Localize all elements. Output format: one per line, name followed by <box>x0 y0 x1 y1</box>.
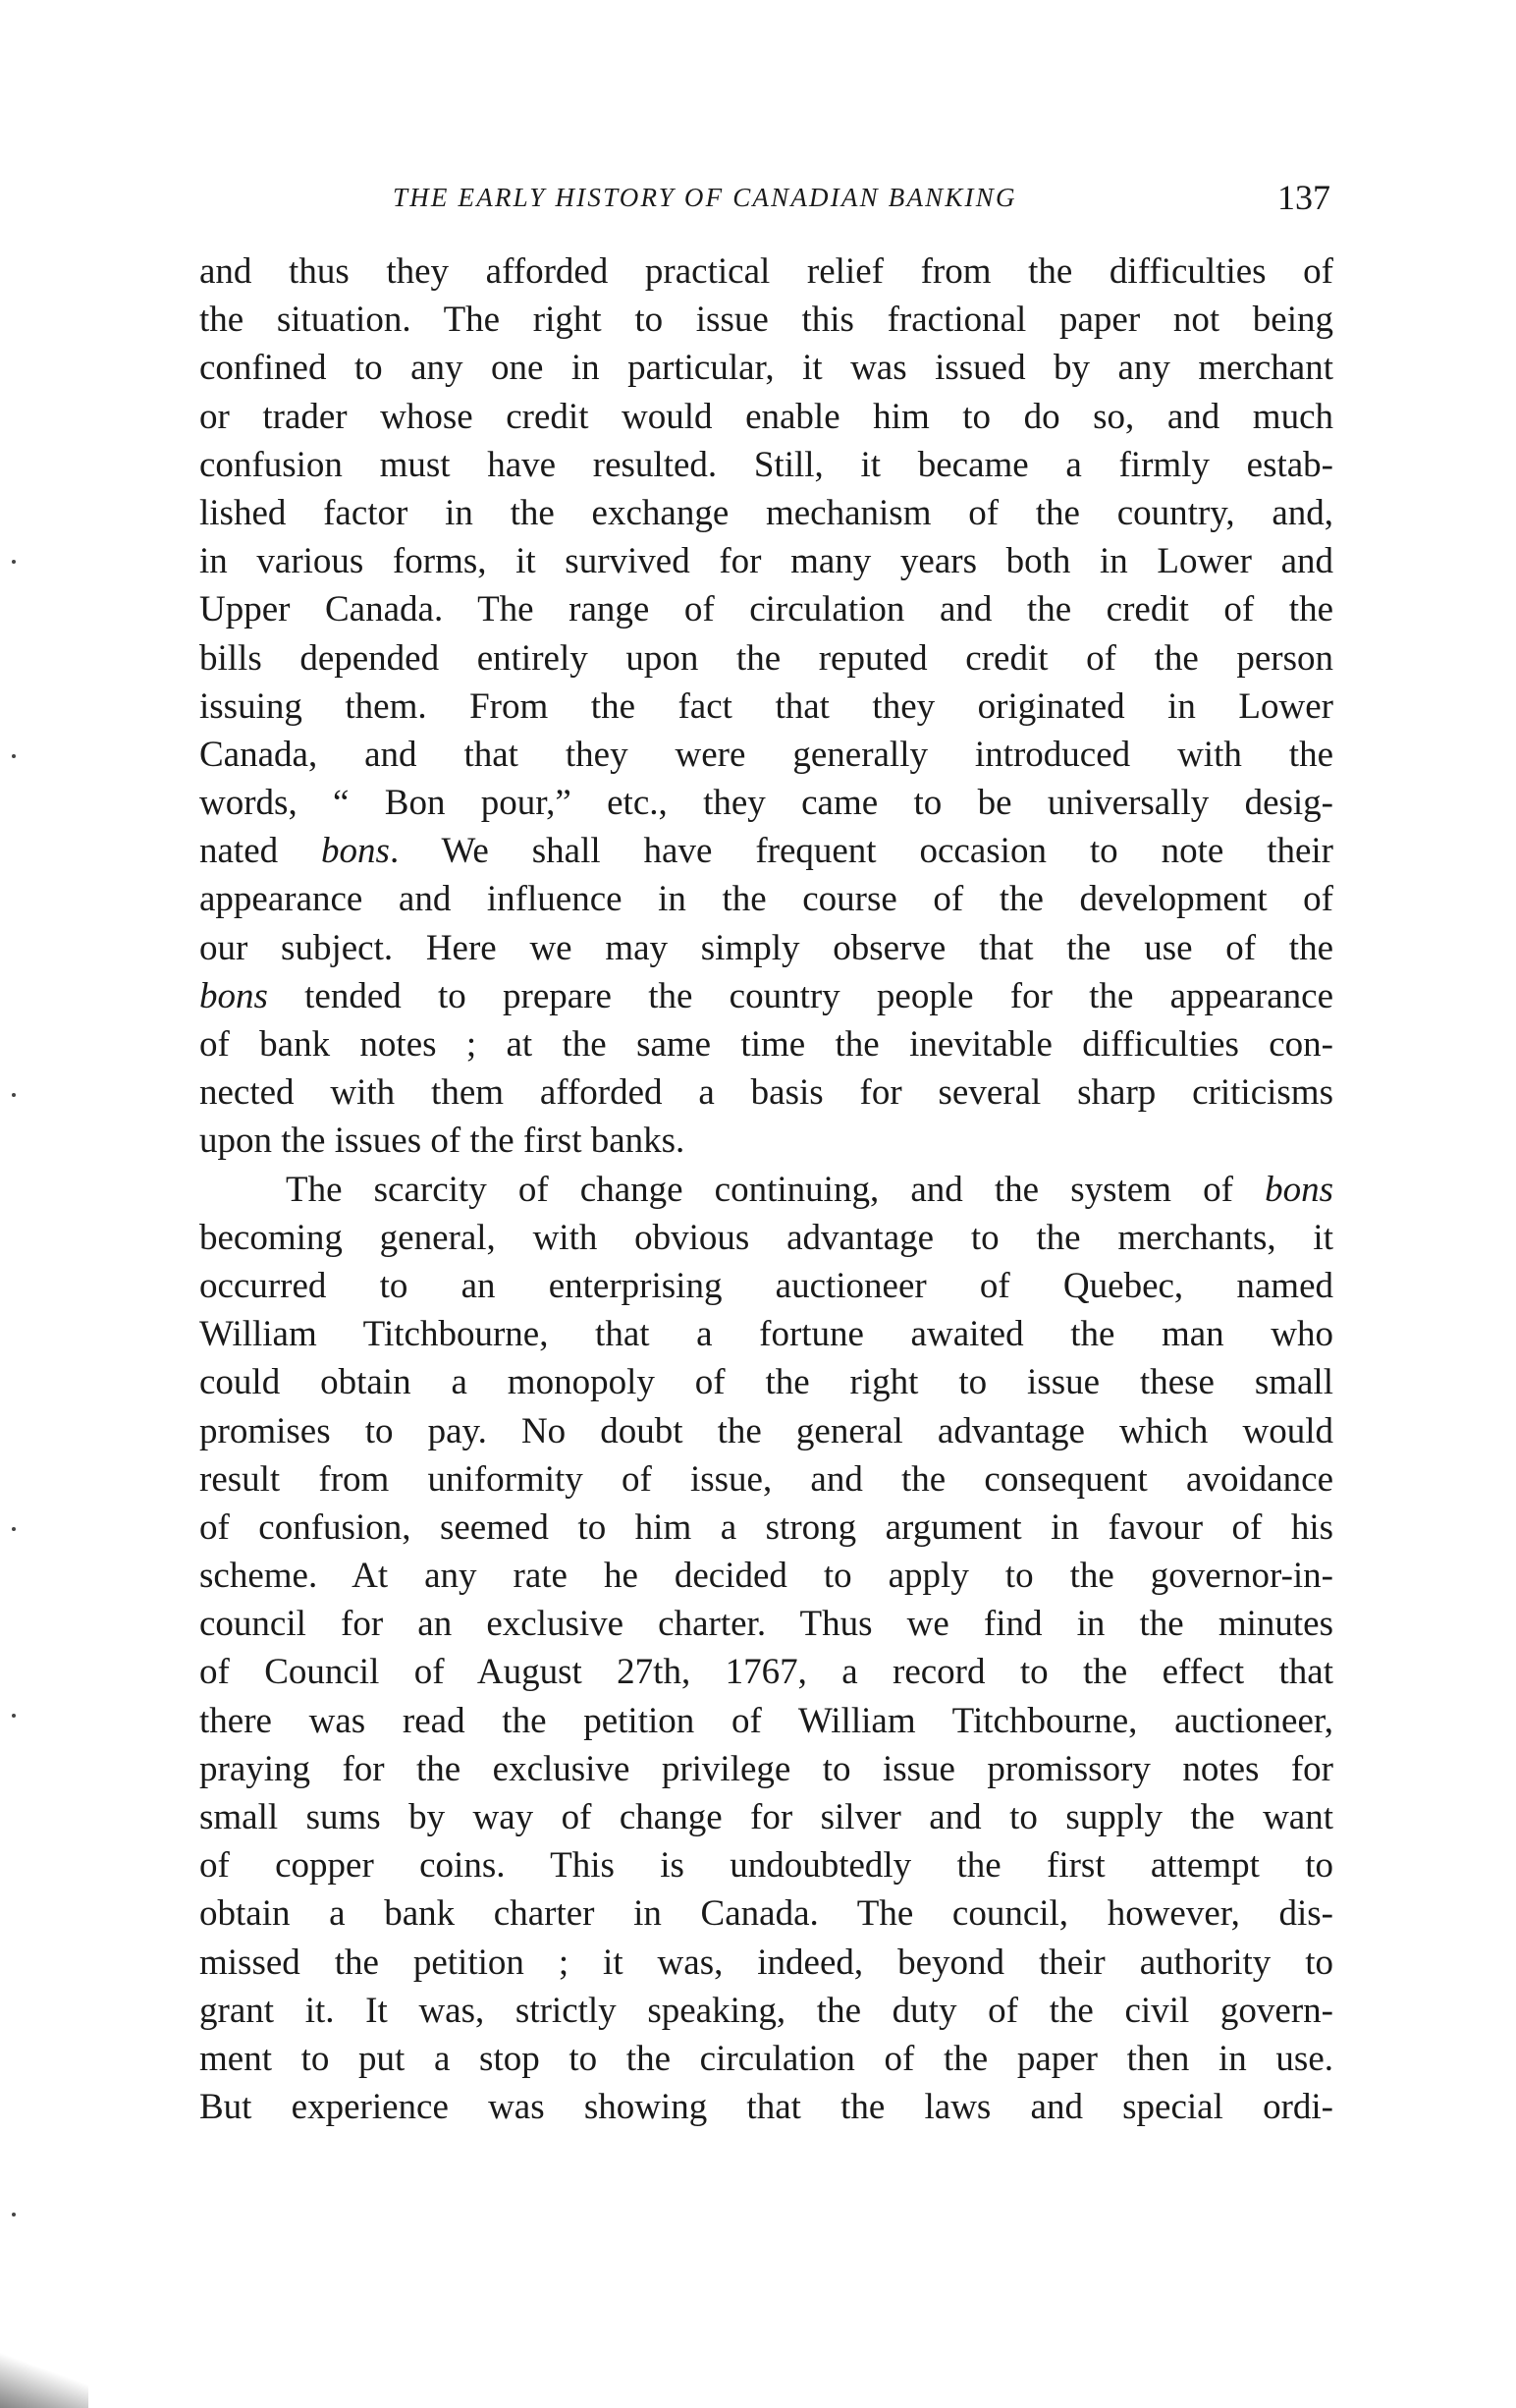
scan-edge-shadow <box>0 2339 88 2408</box>
text-line: scheme. At any rate he decided to apply to the governor-in- <box>199 1556 1333 1597</box>
text-line: of copper coins. This is undoubtedly the first attempt to <box>199 1845 1333 1887</box>
text-line: issuing them. From the fact that they originated in Lower <box>199 685 1333 727</box>
text-line: appearance and influence in the course of the development of <box>199 879 1333 920</box>
text-line: our subject. Here we may simply observe that the use of the <box>199 927 1333 968</box>
paragraph <box>199 247 1333 1166</box>
text-line: result from uniformity of issue, and the consequent avoidance <box>199 1458 1333 1500</box>
text-line: of Council of August 27th, 1767, a record to the effect that <box>199 1652 1333 1693</box>
text-line: could obtain a monopoly of the right to issue these small <box>199 1362 1333 1403</box>
text-line: The scarcity of change continuing, and the system of bons <box>286 1169 1333 1210</box>
running-title: THE EARLY HISTORY OF CANADIAN BANKING <box>393 183 1017 212</box>
running-head <box>201 179 1330 228</box>
text-line: in various forms, it survived for many years both in Lower and <box>199 541 1333 582</box>
text-line: grant it. It was, strictly speaking, the duty of the civil govern- <box>199 1990 1333 2031</box>
text-line: upon the issues of the first banks. <box>199 1121 685 1162</box>
margin-speck <box>12 1714 16 1718</box>
text-line: and thus they afforded practical relief from the difficulties of <box>199 251 1333 292</box>
margin-speck <box>12 2213 16 2216</box>
text-line: bons tended to prepare the country people for the appearance <box>199 975 1333 1016</box>
text-line: confusion must have resulted. Still, it became a firmly estab- <box>199 444 1333 485</box>
text-line: But experience was showing that the laws and special ordi- <box>199 2087 1333 2128</box>
text-line: confined to any one in particular, it was issued by any merchant <box>199 348 1333 389</box>
text-line: of confusion, seemed to him a strong argument in favour of his <box>199 1506 1333 1548</box>
text-line: missed the petition ; it was, indeed, beyond their authority to <box>199 1942 1333 1983</box>
text-line: Upper Canada. The range of circulation and the credit of the <box>199 589 1333 630</box>
margin-speck <box>12 754 16 758</box>
text-line: nated bons. We shall have frequent occasion to note their <box>199 831 1334 872</box>
page-number: 137 <box>1277 178 1330 217</box>
text-line: occurred to an enterprising auctioneer of Quebec, named <box>199 1265 1333 1306</box>
paragraph <box>199 1166 1333 2132</box>
text-line: council for an exclusive charter. Thus we find in the minutes <box>199 1604 1333 1645</box>
text-line: words, “ Bon pour,” etc., they came to be universally desig- <box>199 783 1333 824</box>
text-line: there was read the petition of William Titchbourne, auctioneer, <box>199 1700 1333 1741</box>
text-line: praying for the exclusive privilege to issue promissory notes for <box>199 1748 1333 1789</box>
text-line: small sums by way of change for silver and to supply the want <box>199 1797 1333 1837</box>
text-line: of bank notes ; at the same time the inevitable difficulties con- <box>199 1024 1333 1065</box>
text-line: or trader whose credit would enable him to do so, and much <box>199 396 1333 437</box>
text-line: the situation. The right to issue this fractional paper not being <box>199 300 1333 341</box>
text-line: William Titchbourne, that a fortune awaited the man who <box>199 1314 1333 1355</box>
text-line: promises to pay. No doubt the general advantage which would <box>199 1410 1333 1451</box>
text-line: Canada, and that they were generally introduced with the <box>199 734 1333 775</box>
text-line: nected with them afforded a basis for several sharp criticisms <box>199 1072 1333 1114</box>
text-line: obtain a bank charter in Canada. The council, however, dis- <box>199 1893 1333 1935</box>
margin-speck <box>12 1093 16 1097</box>
text-line: lished factor in the exchange mechanism of the country, and, <box>199 492 1333 533</box>
text-line: ment to put a stop to the circulation of the paper then in use. <box>199 2038 1333 2079</box>
margin-speck <box>12 560 16 564</box>
body-text <box>199 247 1333 2131</box>
text-line: becoming general, with obvious advantage to the merchants, it <box>199 1217 1333 1258</box>
margin-speck <box>12 1527 16 1531</box>
text-line: bills depended entirely upon the reputed credit of the person <box>199 637 1333 679</box>
